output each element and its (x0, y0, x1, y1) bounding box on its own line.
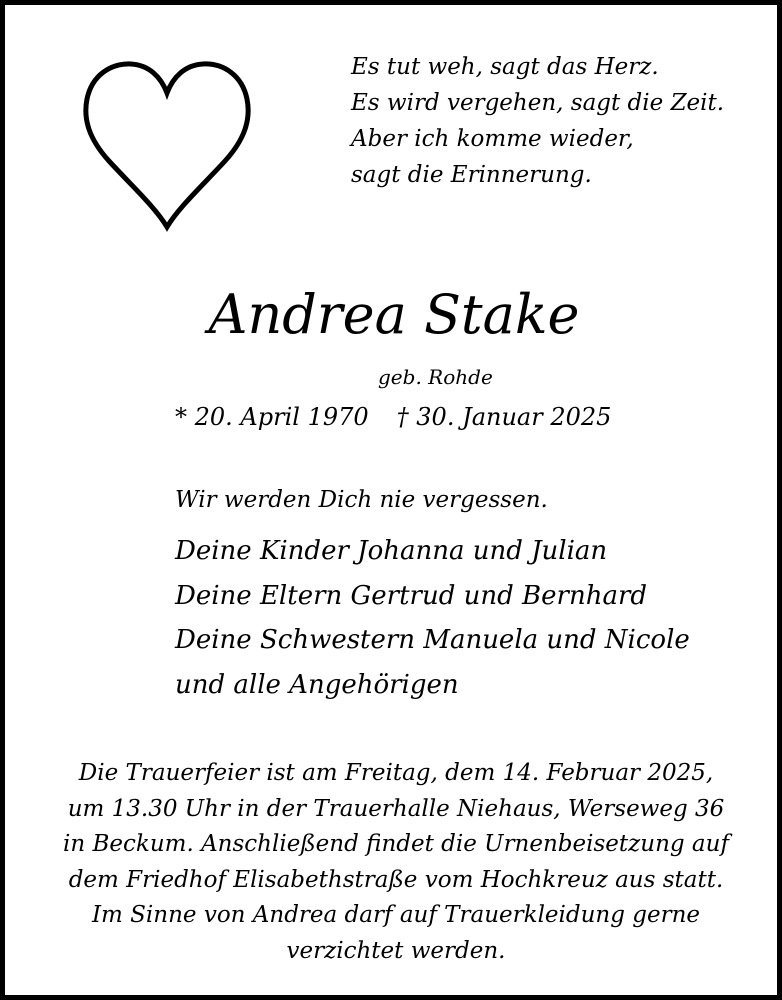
birth-date: * 20. April 1970 (175, 403, 369, 431)
ceremony-line: Im Sinne von Andrea darf auf Trauerkleidung gerne (91, 902, 701, 928)
maiden-name: geb. Rohde (378, 365, 493, 389)
family-member: Deine Eltern Gertrud und Bernhard (175, 580, 648, 611)
ceremony-line: in Beckum. Anschließend findet die Urnenbeisetzung auf (63, 831, 729, 857)
deceased-name-text: Andrea Stake (208, 283, 580, 346)
family-block (175, 483, 765, 707)
poem-line: Es tut weh, sagt das Herz. (351, 54, 659, 80)
poem-line: Es wird vergehen, sagt die Zeit. (351, 90, 725, 116)
life-dates (175, 399, 611, 435)
poem-line: sagt die Erinnerung. (351, 162, 592, 188)
poem (351, 49, 771, 193)
family-member: und alle Angehörigen (175, 669, 459, 700)
ceremony-info (19, 756, 773, 969)
heart-outline-icon (81, 57, 253, 233)
ceremony-line: um 13.30 Uhr in der Trauerhalle Niehaus, Werseweg 36 (67, 795, 725, 822)
family-lead: Wir werden Dich nie vergessen. (175, 487, 548, 513)
ceremony-line: dem Friedhof Elisabethstraße vom Hochkreuz aus statt. (68, 866, 724, 893)
ceremony-line: verzichtet werden. (286, 937, 506, 964)
poem-line: Aber ich komme wieder, (351, 126, 634, 152)
deceased-name (5, 275, 782, 355)
death-date: † 30. Januar 2025 (396, 403, 612, 431)
family-member: Deine Kinder Johanna und Julian (175, 536, 608, 566)
family-member: Deine Schwestern Manuela und Nicole (175, 625, 690, 655)
ceremony-line: Die Trauerfeier ist am Freitag, dem 14. Februar 2025, (78, 760, 714, 786)
